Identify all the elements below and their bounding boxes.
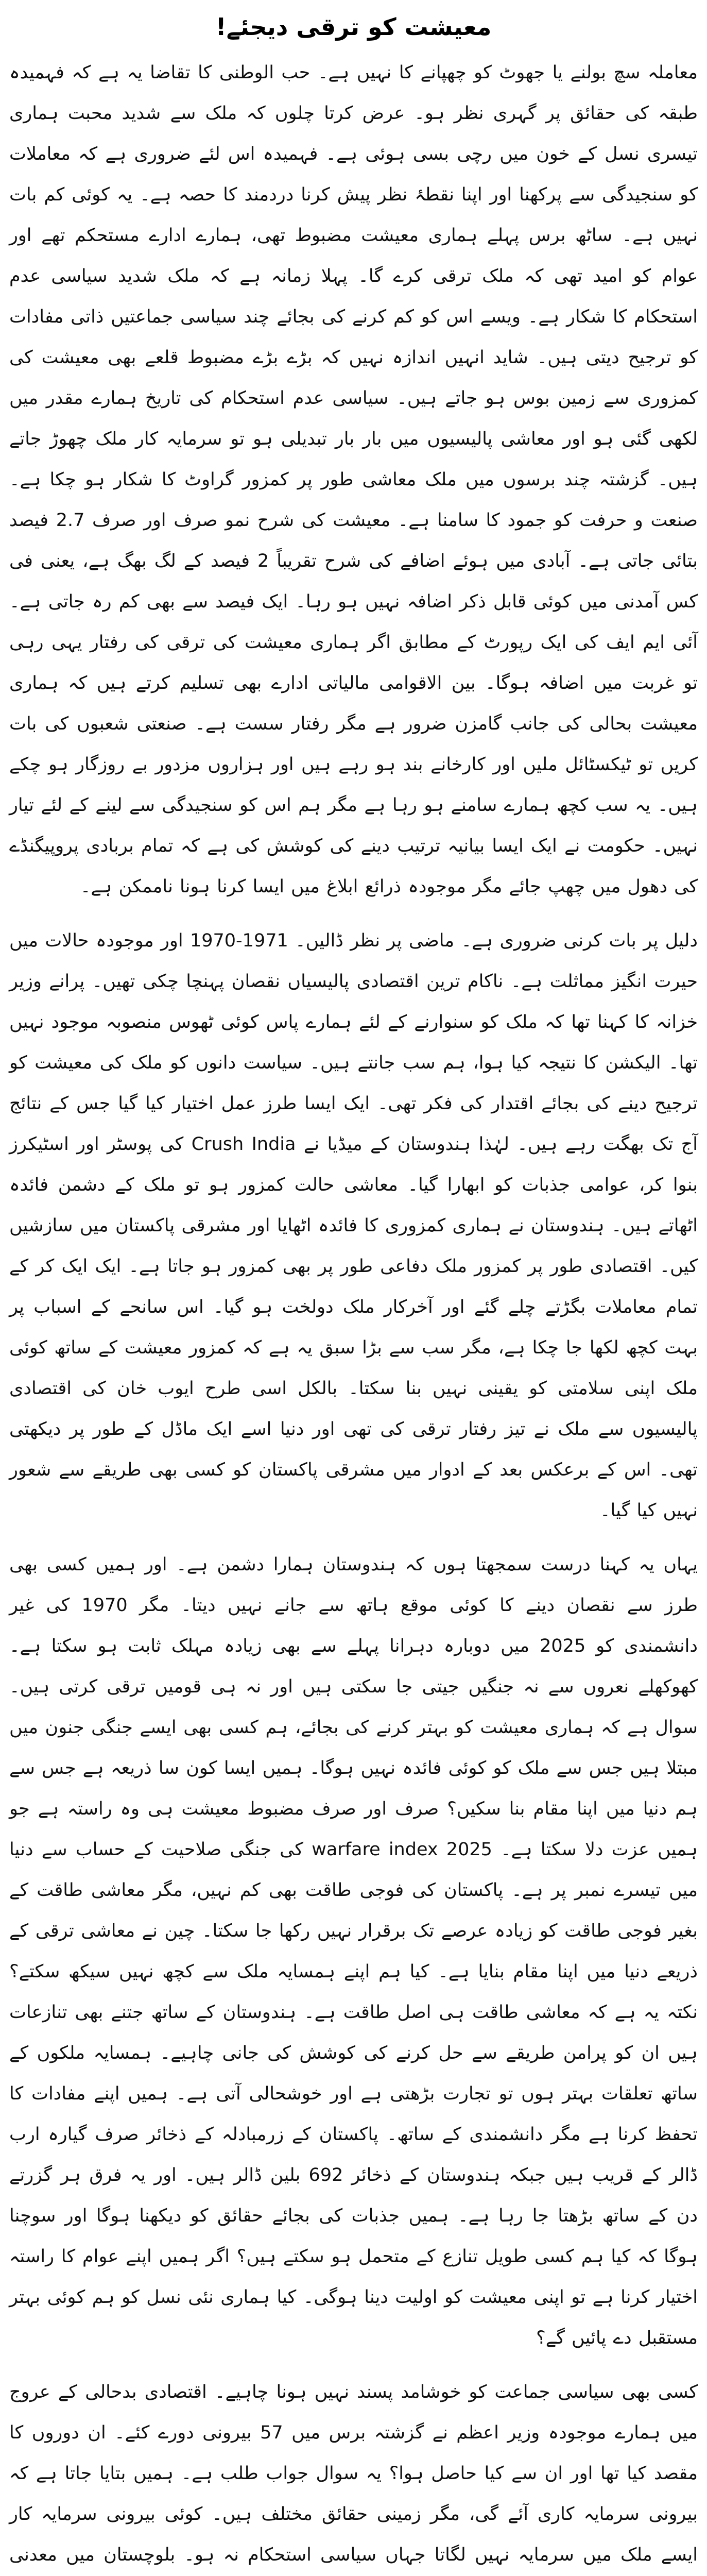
article-body [9, 53, 698, 2576]
article-paragraph-1: معاملہ سچ بولنے یا جھوٹ کو چھپانے کا نہیں ہے۔ حب الوطنی کا تقاضا یہ ہے کہ فہمیدہ طبقہ کی حقائق پر گہری نظر ہو۔ عرض کرتا چلوں کہ ملک سے شدید محبت ہماری تیسری نسل کے خون میں رچی بسی ہوئی ہے۔ فہمیدہ اس لئے ضروری ہے کہ معاملات کو سنجیدگی سے پرکھنا اور اپنا نقطۂ نظر پیش کرنا دردمند کا حصہ ہے۔ یہ کوئی کم بات نہیں ہے۔ ساٹھ برس پہلے ہماری معیشت مضبوط تھی، ہمارے ادارے مستحکم تھے اور عوام کو امید تھی کہ ملک ترقی کرے گا۔ پہلا زمانہ ہے کہ ملک شدید سیاسی عدم استحکام کا شکار ہے۔ ویسے اس کو کم کرنے کی بجائے چند سیاسی جماعتیں ذاتی مفادات کو ترجیح دیتی ہیں۔ شاید انہیں اندازہ نہیں کہ بڑے بڑے مضبوط قلعے بھی معیشت کی کمزوری سے زمین بوس ہو جاتے ہیں۔ سیاسی عدم استحکام کی تاریخ ہمارے مقدر میں لکھی گئی ہو اور معاشی پالیسیوں میں بار بار تبدیلی ہو تو سرمایہ کار ملک چھوڑ جاتے ہیں۔ گزشتہ چند برسوں میں ملک معاشی طور پر کمزور گراوٹ کا شکار ہو چکا ہے۔ صنعت و حرفت کو جمود کا سامنا ہے۔ معیشت کی شرح نمو صرف اور صرف 2.7 فیصد بتائی جاتی ہے۔ آبادی میں ہوئے اضافے کی شرح تقریباً 2 فیصد کے لگ بھگ ہے، یعنی فی کس آمدنی میں کوئی قابل ذکر اضافہ نہیں ہو رہا۔ ایک فیصد سے بھی کم رہ جاتی ہے۔ آئی ایم ایف کی ایک رپورٹ کے مطابق اگر ہماری معیشت کی ترقی کی رفتار یہی رہی تو غربت میں اضافہ ہوگا۔ بین الاقوامی مالیاتی ادارے بھی تسلیم کرتے ہیں کہ ہماری معیشت بحالی کی جانب گامزن ضرور ہے مگر رفتار سست ہے۔ صنعتی شعبوں کی بات کریں تو ٹیکسٹائل ملیں اور کارخانے بند ہو رہے ہیں اور ہزاروں مزدور بے روزگار ہو چکے ہیں۔ یہ سب کچھ ہمارے سامنے ہو رہا ہے مگر ہم اس کو سنجیدگی سے لینے کے لئے تیار نہیں۔ حکومت نے ایک ایسا بیانیہ ترتیب دینے کی کوشش کی ہے کہ تمام بربادی پروپیگنڈے کی دھول میں چھپ جائے مگر موجودہ ذرائع ابلاغ میں ایسا کرنا ہونا ناممکن ہے۔ [9, 62, 698, 897]
article-paragraph-4: کسی بھی سیاسی جماعت کو خوشامد پسند نہیں ہونا چاہیے۔ اقتصادی بدحالی کے عروج میں ہمارے موجودہ وزیر اعظم نے گزشتہ برس میں 57 بیرونی دورے کئے۔ ان دوروں کا مقصد کیا تھا اور ان سے کیا حاصل ہوا؟ یہ سوال جواب طلب ہے۔ ہمیں بتایا جاتا ہے کہ بیرونی سرمایہ کاری آئے گی، مگر زمینی حقائق مختلف ہیں۔ کوئی بیرونی سرمایہ کار ایسے ملک میں سرمایہ نہیں لگاتا جہاں سیاسی استحکام نہ ہو۔ بلوچستان میں معدنی [9, 2382, 698, 2565]
article-title: معیشت کو ترقی دیجئے! [215, 13, 492, 41]
article-paragraph-2: دلیل پر بات کرنی ضروری ہے۔ ماضی پر نظر ڈالیں۔ 1971-1970 اور موجودہ حالات میں حیرت انگیز مماثلت ہے۔ ناکام ترین اقتصادی پالیسیاں نقصان پہنچا چکی تھیں۔ پرانے وزیر خزانہ کا کہنا تھا کہ ملک کو سنوارنے کے لئے ہمارے پاس کوئی ٹھوس منصوبہ موجود نہیں تھا۔ الیکشن کا نتیجہ کیا ہوا، ہم سب جانتے ہیں۔ سیاست دانوں کو ملک کی معیشت کو ترجیح دینے کی بجائے اقتدار کی فکر تھی۔ ایک ایسا طرز عمل اختیار کیا گیا جس کے نتائج آج تک بھگت رہے ہیں۔ لہٰذا ہندوستان کے میڈیا نے Crush India کی پوسٹر اور اسٹیکرز بنوا کر، عوامی جذبات کو ابھارا گیا۔ معاشی حالت کمزور ہو تو ملک کے دشمن فائدہ اٹھاتے ہیں۔ ہندوستان نے ہماری کمزوری کا فائدہ اٹھایا اور مشرقی پاکستان میں سازشیں کیں۔ اقتصادی طور پر کمزور ملک دفاعی طور پر بھی کمزور ہو جاتا ہے۔ ایک ایک کر کے تمام معاملات بگڑتے چلے گئے اور آخرکار ملک دولخت ہو گیا۔ اس سانحے کے اسباب پر بہت کچھ لکھا جا چکا ہے، مگر سب سے بڑا سبق یہ ہے کہ کمزور معیشت کے ساتھ کوئی ملک اپنی سلامتی کو یقینی نہیں بنا سکتا۔ بالکل اسی طرح ایوب خان کی اقتصادی پالیسیوں سے ملک نے تیز رفتار ترقی کی تھی اور دنیا اسے ایک ماڈل کے طور پر دیکھتی تھی۔ اس کے برعکس بعد کے ادوار میں مشرقی پاکستان کو کسی بھی طریقے سے شعور نہیں کیا گیا۔ [9, 930, 698, 1521]
article-paragraph-3: یہاں یہ کہنا درست سمجھتا ہوں کہ ہندوستان ہمارا دشمن ہے۔ اور ہمیں کسی بھی طرز سے نقصان دینے کا کوئی موقع ہاتھ سے جانے نہیں دیتا۔ مگر 1970 کی غیر دانشمندی کو 2025 میں دوبارہ دہرانا پہلے سے بھی زیادہ مہلک ثابت ہو سکتا ہے۔ کھوکھلے نعروں سے نہ جنگیں جیتی جا سکتی ہیں اور نہ ہی قومیں ترقی کرتی ہیں۔ سوال ہے کہ ہماری معیشت کو بہتر کرنے کی بجائے، ہم کسی بھی ایسے جنگی جنون میں مبتلا ہیں جس سے ملک کو کوئی فائدہ نہیں ہوگا۔ ہمیں ایسا کون سا ذریعہ ہے جس سے ہم دنیا میں اپنا مقام بنا سکیں؟ صرف اور صرف مضبوط معیشت ہی وہ راستہ ہے جو ہمیں عزت دلا سکتا ہے۔ warfare index 2025 کی جنگی صلاحیت کے حساب سے دنیا میں تیسرے نمبر پر ہے۔ پاکستان کی فوجی طاقت بھی کم نہیں، مگر معاشی طاقت کے بغیر فوجی طاقت کو زیادہ عرصے تک برقرار نہیں رکھا جا سکتا۔ چین نے معاشی ترقی کے ذریعے دنیا میں اپنا مقام بنایا ہے۔ کیا ہم اپنے ہمسایہ ملک سے کچھ نہیں سیکھ سکتے؟ نکتہ یہ ہے کہ معاشی طاقت ہی اصل طاقت ہے۔ ہندوستان کے ساتھ جتنے بھی تنازعات ہیں ان کو پرامن طریقے سے حل کرنے کی کوشش کی جانی چاہیے۔ ہمسایہ ملکوں کے ساتھ تعلقات بہتر ہوں تو تجارت بڑھتی ہے اور خوشحالی آتی ہے۔ ہمیں اپنے مفادات کا تحفظ کرنا ہے مگر دانشمندی کے ساتھ۔ پاکستان کے زرمبادلہ کے ذخائر صرف گیارہ ارب ڈالر کے قریب ہیں جبکہ ہندوستان کے ذخائر 692 بلین ڈالر ہیں۔ اور یہ فرق ہر گزرتے دن کے ساتھ بڑھتا جا رہا ہے۔ ہمیں جذبات کی بجائے حقائق کو دیکھنا ہوگا اور سوچنا ہوگا کہ کیا ہم کسی طویل تنازع کے متحمل ہو سکتے ہیں؟ اگر ہمیں اپنے عوام کا راستہ اختیار کرنا ہے تو اپنی معیشت کو اولیت دینا ہوگی۔ کیا ہماری نئی نسل کو ہم کوئی بہتر مستقبل دے پائیں گے؟ [9, 1554, 698, 2348]
